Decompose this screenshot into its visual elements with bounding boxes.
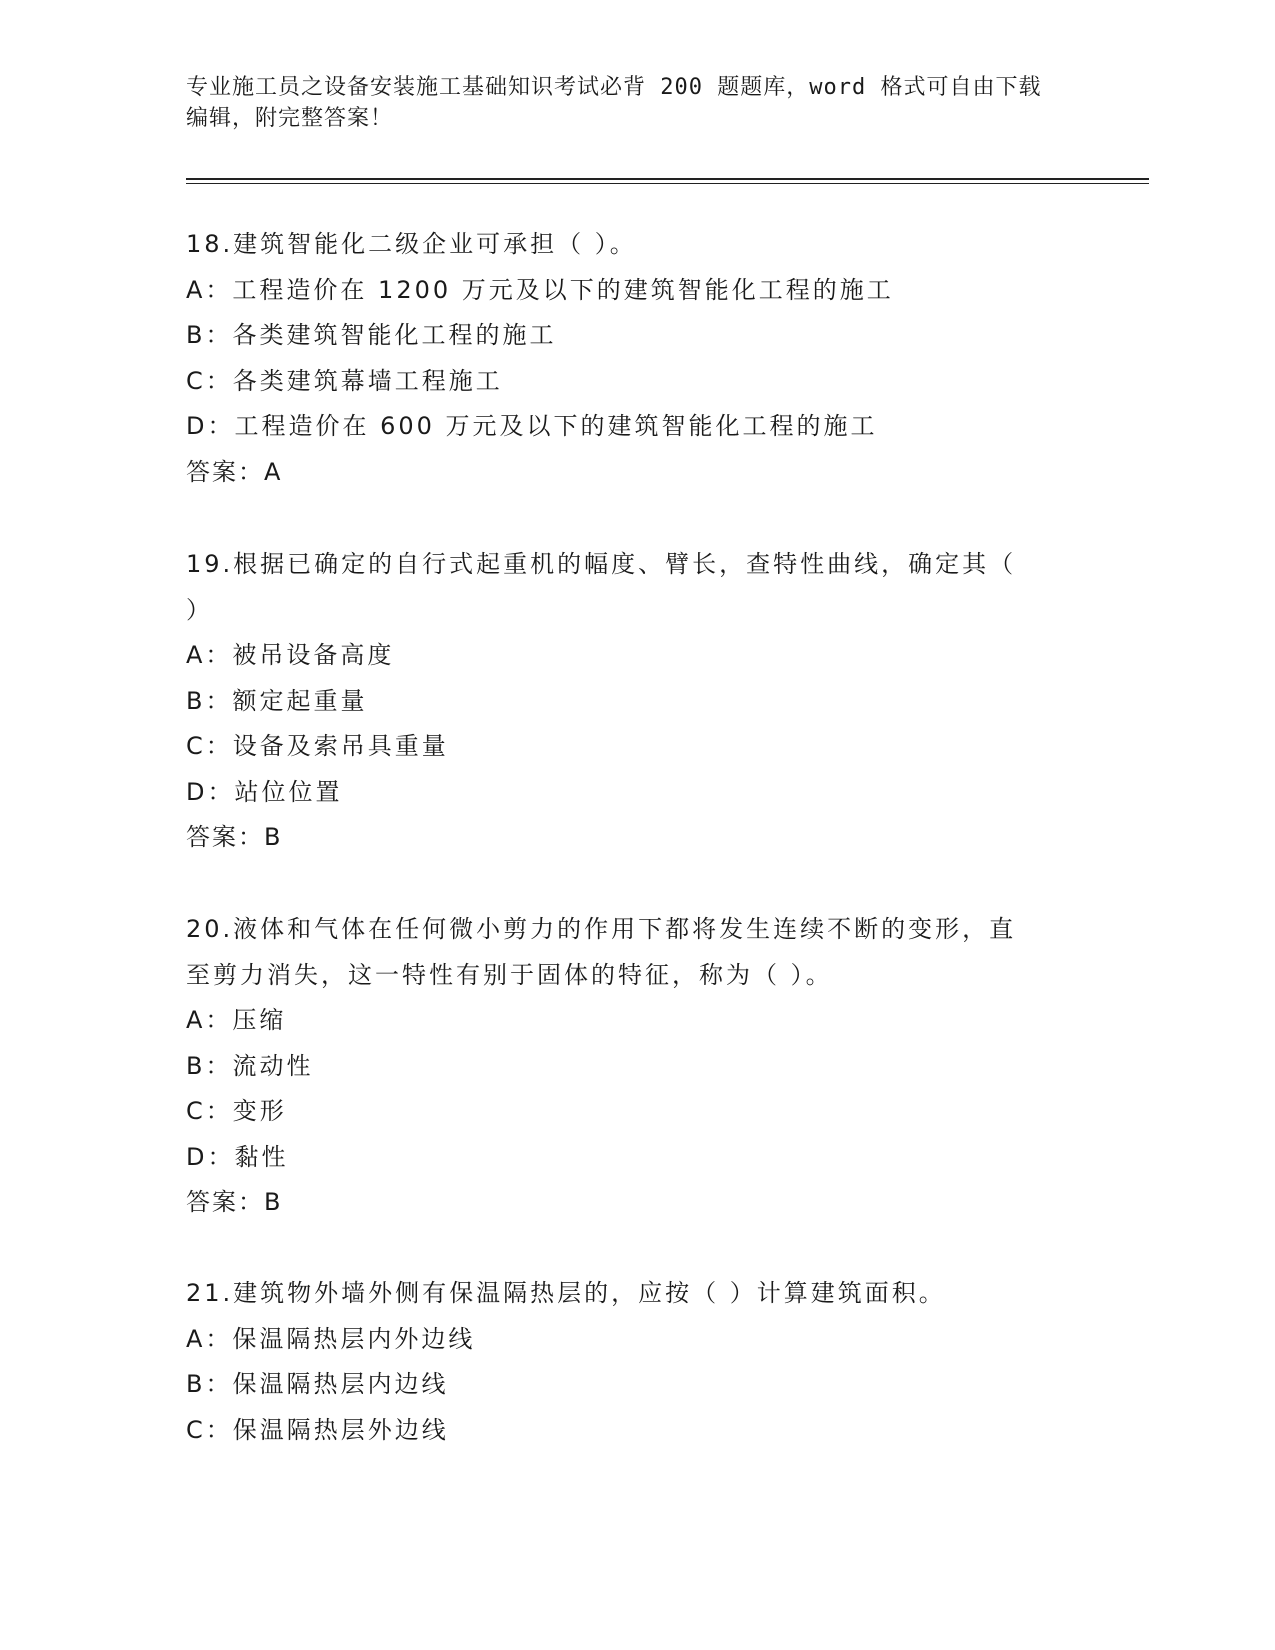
header-divider-thick	[186, 178, 1149, 180]
option-c: C：设备及索吊具重量	[186, 732, 449, 760]
option-b: B：流动性	[186, 1051, 314, 1080]
option-a: A：保温隔热层内外边线	[186, 1324, 476, 1353]
question-stem: 18.建筑智能化二级企业可承担（ ）。	[186, 230, 637, 258]
answer: 答案：A	[186, 457, 283, 486]
option-a: A：工程造价在 1200 万元及以下的建筑智能化工程的施工	[186, 275, 894, 304]
header-line-1: 专业施工员之设备安装施工基础知识考试必背 200 题题库，word 格式可自由下载	[186, 75, 1042, 100]
option-b: B：保温隔热层内边线	[186, 1370, 449, 1398]
question-19	[186, 542, 1086, 861]
answer: 答案：B	[186, 1188, 283, 1216]
option-d: D：站位位置	[186, 777, 343, 806]
question-21	[186, 1271, 1086, 1453]
option-b: B：各类建筑智能化工程的施工	[186, 321, 557, 349]
question-stem: 19.根据已确定的自行式起重机的幅度、臂长，查特性曲线，确定其（	[186, 550, 1017, 578]
option-c: C：保温隔热层外边线	[186, 1415, 449, 1444]
question-stem-continued: ）	[186, 595, 213, 624]
option-b: B：额定起重量	[186, 686, 368, 715]
header-line-2: 编辑，附完整答案！	[186, 106, 394, 131]
option-a: A：被吊设备高度	[186, 641, 395, 669]
option-d: D：工程造价在 600 万元及以下的建筑智能化工程的施工	[186, 412, 878, 440]
question-stem-continued: 至剪力消失，这一特性有别于固体的特征，称为（ ）。	[186, 960, 833, 989]
answer: 答案：B	[186, 823, 283, 851]
option-c: C：变形	[186, 1097, 287, 1125]
option-d: D：黏性	[186, 1142, 289, 1171]
document-header	[186, 72, 1086, 134]
question-18	[186, 222, 1086, 495]
option-c: C：各类建筑幕墙工程施工	[186, 366, 503, 395]
question-20	[186, 907, 1086, 1226]
header-divider-thin	[186, 183, 1149, 184]
question-stem: 21.建筑物外墙外侧有保温隔热层的，应按（ ）计算建筑面积。	[186, 1279, 946, 1307]
option-a: A：压缩	[186, 1006, 287, 1034]
question-stem: 20.液体和气体在任何微小剪力的作用下都将发生连续不断的变形，直	[186, 915, 1017, 943]
